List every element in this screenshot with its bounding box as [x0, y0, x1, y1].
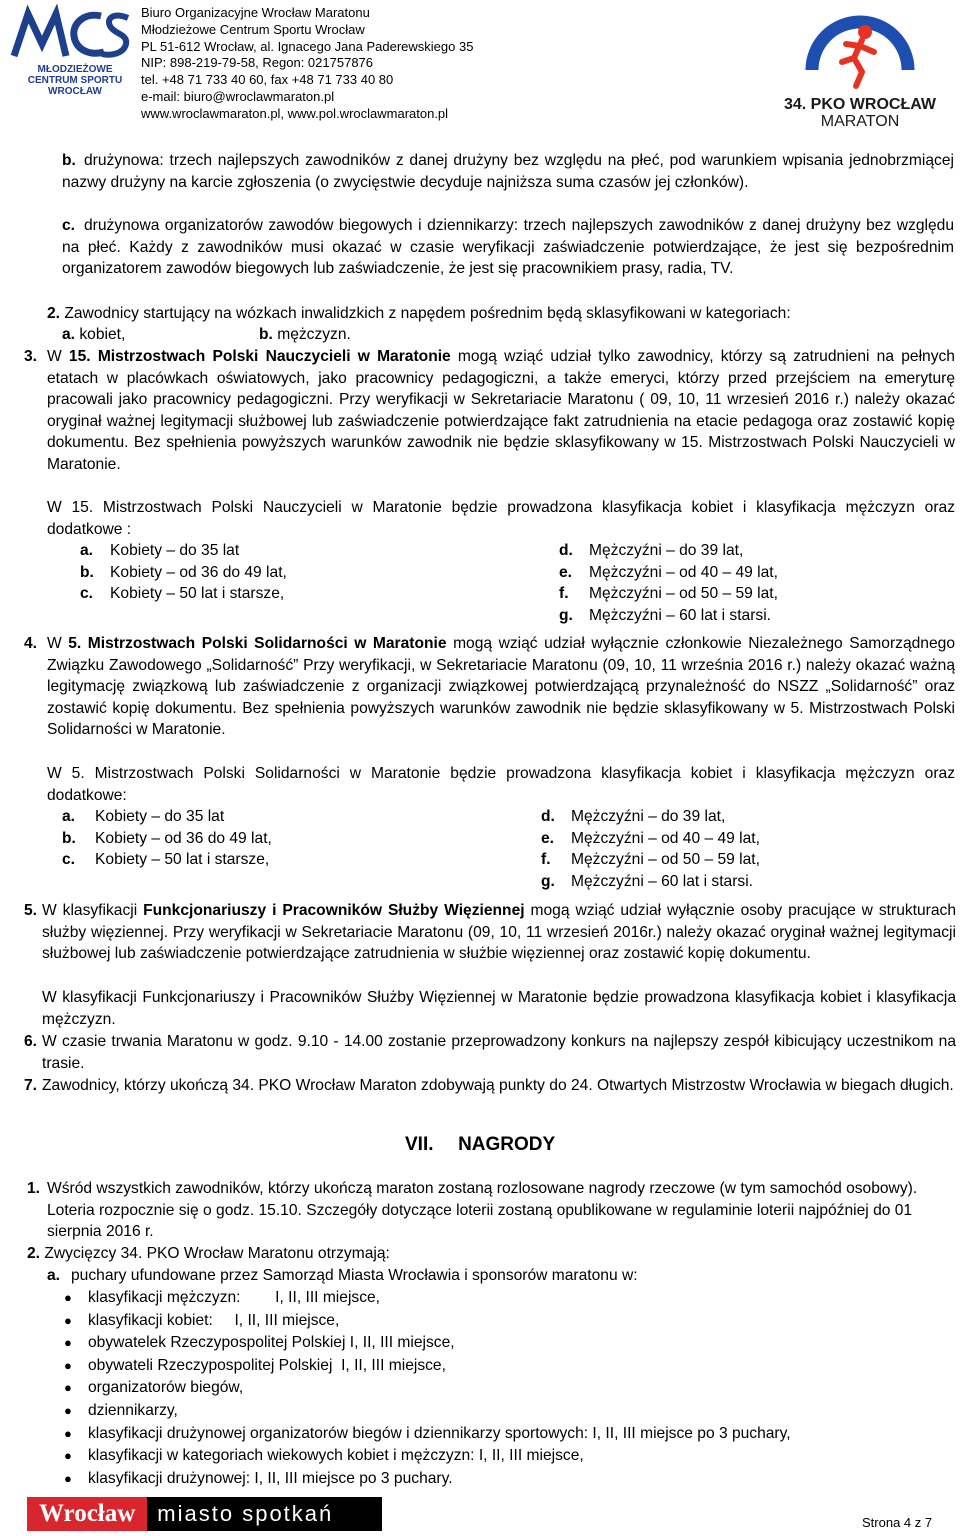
- list-item: g. Mężczyźni – 60 lat i starsi.: [559, 606, 771, 624]
- item-5-prison-service: W klasyfikacji Funkcjonariuszy i Pracowników Służby Więziennej mogą wziąć udział wyłącznie osoby pracujące w strukturach służby więziennej. Przy weryfikacji w Sekretariacie Maratonu (09, 10, 11 wrzesień 2016r.) należy okazać oryginał ważnej legitymacji służbowej lub zaświadczenie potwierdzające zatrudnienia w służbie więziennej oraz zostawić kopię dokumentu.: [42, 902, 956, 963]
- paragraph-text: drużynowa: trzech najlepszych zawodników z danej drużyny bez względu na płeć, pod warunkiem wpisania jednobrzmiącej nazwy drużyny na karcie zgłoszenia (o zwycięstwie decyduje najniższa suma czasów jej członków).: [62, 152, 954, 191]
- wroclaw-logo-slogan: miasto spotkań: [147, 1497, 382, 1531]
- solidarity-championship-name: Mistrzostwach Polski Solidarności w Maratonie: [87, 635, 447, 652]
- list-item: ● klasyfikacji drużynowej organizatorów biegów i dziennikarzy sportowych: I, II, III miejsce po 3 puchary,: [60, 1423, 950, 1446]
- section-heading-prizes: [405, 1133, 555, 1157]
- item-6-number: 6.: [24, 1033, 38, 1050]
- list-item: e. Mężczyźni – od 40 – 49 lat,: [559, 563, 778, 581]
- address-line: NIP: 898-219-79-58, Regon: 021757876: [141, 55, 374, 71]
- list-item: a. Kobiety – do 35 lat: [62, 808, 225, 825]
- mcs-logo: [6, 4, 132, 122]
- prize-1-number: 1.: [27, 1180, 41, 1197]
- list-item: ● organizatorów biegów,: [60, 1377, 950, 1400]
- mcs-logo-mark: [6, 4, 132, 64]
- page-number: Strona 4 z 7: [862, 1515, 933, 1530]
- list-item: ● dziennikarzy,: [60, 1400, 950, 1423]
- address-line: Młodzieżowe Centrum Sportu Wrocław: [141, 21, 365, 37]
- solidarity-men-categories: [541, 806, 760, 892]
- list-item: e. Mężczyźni – od 40 – 49 lat,: [541, 829, 760, 847]
- address-line: www.wroclawmaraton.pl, www.pol.wroclawmaraton.pl: [141, 105, 449, 121]
- section-title: NAGRODY: [458, 1134, 556, 1155]
- item-3-teachers: W 15. Mistrzostwach Polski Nauczycieli w Maratonie mogą wziąć udział tylko zawodnicy, którzy są zatrudnieni na pełnych etatach w placówkach oświatowych, jako pracownicy pedagogiczni, a także emeryci, którzy przed przejściem na emeryturę pracowali jako pracownicy pedagogiczni. Przy weryfikacji w Sekretariacie Maratonu ( 09, 10, 11 wrzesień 2016 r.) należy okazać oryginał ważnej legitymacji służbowej lub zaświadczenie potwierdzające fakt zatrudnienia na etacie pedagoga oraz zostawić kopię dokumentu. Bez spełnienia powyższych warunków zawodnik nie będzie sklasyfikowany w 15. Mistrzostwach Polski Nauczycieli w Maratonie.: [47, 348, 955, 473]
- prize-1-lottery: Wśród wszystkich zawodników, którzy ukończą maraton zostaną rozlosowane nagrody rzeczowe (w tym samochód osobowy). Loteria rozpocznie się o godz. 15.10. Szczegóły dotyczące loterii zostaną opublikowane w regulaminie loterii najpóźniej do 01 sierpnia 2016 r.: [47, 1180, 918, 1241]
- item-3-number: 3.: [24, 348, 38, 365]
- item-4-categories-intro: W 5. Mistrzostwach Polski Solidarności w Maratonie będzie prowadzona klasyfikacja kobiet i klasyfikacja mężczyzn oraz dodatkowe:: [47, 765, 955, 804]
- address-line: PL 51-612 Wrocław, al. Ignacego Jana Paderewskiego 35: [141, 38, 474, 54]
- list-item: b. Kobiety – od 36 do 49 lat,: [62, 829, 272, 847]
- list-item: ● obywatelek Rzeczypospolitej Polskiej I, II, III miejsce,: [60, 1332, 950, 1355]
- cups-list: [60, 1287, 950, 1490]
- organizer-address: [141, 5, 473, 123]
- item-2-category-a: a. kobiet,: [62, 326, 126, 343]
- list-item: d. Mężczyźni – do 39 lat,: [559, 542, 744, 559]
- list-item: d. Mężczyźni – do 39 lat,: [541, 808, 726, 825]
- list-item: ● klasyfikacji drużynowej: I, II, III miejsce po 3 puchary.: [60, 1468, 950, 1491]
- solidarity-women-categories: [62, 806, 272, 871]
- list-item: f. Mężczyźni – od 50 – 59 lat,: [559, 585, 778, 603]
- prize-2: 2. Zwycięzcy 34. PKO Wrocław Maratonu otrzymają:: [27, 1245, 390, 1262]
- list-item: b. Kobiety – od 36 do 49 lat,: [80, 563, 287, 581]
- prize-2-cups: a. puchary ufundowane przez Samorząd Miasta Wrocławia i sponsorów maratonu w:: [47, 1267, 638, 1284]
- paragraph-text: drużynowa organizatorów zawodów biegowych i dziennikarzy: trzech najlepszych zawodników z danej drużyny bez względu na płeć. Każdy z zawodników musi okazać w czasie weryfikacji zaświadczenie potwierdzające, że jest się bezpośrednim organizatorem zawodów biegowych lub zaświadczenie, że jest się pracownikiem prasy, radia, TV.: [62, 217, 954, 278]
- item-2: 2. Zawodnicy startujący na wózkach inwalidzkich z napędem pośrednim będą sklasyfikowani w kategoriach:: [47, 305, 791, 322]
- address-line: e-mail: biuro@wroclawmaraton.pl: [141, 88, 335, 104]
- letterhead: [0, 0, 960, 135]
- prison-service-classification-name: Funkcjonariuszy i Pracowników Służby Więziennej: [143, 902, 525, 919]
- teachers-championship-name: Mistrzostwach Polski Nauczycieli w Maratonie: [97, 348, 451, 365]
- item-3-categories-intro: W 15. Mistrzostwach Polski Nauczycieli w Maratonie będzie prowadzona klasyfikacja kobiet i klasyfikacja mężczyzn oraz dodatkowe :: [47, 499, 955, 538]
- list-item: a. Kobiety – do 35 lat: [80, 542, 240, 559]
- list-item: ● obywateli Rzeczypospolitej Polskiej I, II, III miejsce,: [60, 1355, 950, 1378]
- item-5-classification-note: W klasyfikacji Funkcjonariuszy i Pracowników Służby Więziennej w Maratonie będzie prowadzona klasyfikacja kobiet i klasyfikacja mężczyzn.: [42, 989, 956, 1028]
- item-7-number: 7.: [24, 1077, 38, 1094]
- item-5-number: 5.: [24, 902, 38, 919]
- list-item: ● klasyfikacji kobiet: I, II, III miejsce,: [60, 1310, 950, 1333]
- mcs-logo-subtitle: MŁODZIEŻOWE CENTRUM SPORTU WROCŁAW: [27, 64, 123, 97]
- list-item: f. Mężczyźni – od 50 – 59 lat,: [541, 851, 760, 869]
- wroclaw-city-logo: [27, 1497, 382, 1531]
- paragraph-text: Zawodnicy startujący na wózkach inwalidzkich z napędem pośrednim będą sklasyfikowani w kategoriach:: [64, 305, 791, 322]
- teachers-women-categories: [80, 540, 287, 605]
- section-number: VII.: [405, 1134, 434, 1155]
- item-2-category-b: b. mężczyzn.: [259, 326, 351, 343]
- list-item: ● klasyfikacji mężczyzn: I, II, III miejsce,: [60, 1287, 950, 1310]
- list-item: g. Mężczyźni – 60 lat i starsi.: [541, 872, 753, 890]
- wroclaw-logo-red: Wrocław: [27, 1497, 147, 1531]
- item-6-supporters-contest: W czasie trwania Maratonu w godz. 9.10 - 14.00 zostanie przeprowadzony konkurs na najlepszy zespół kibicujący uczestnikom na trasie.: [42, 1033, 956, 1072]
- address-line: tel. +48 71 733 40 60, fax +48 71 733 40 80: [141, 72, 394, 88]
- list-item: c. Kobiety – 50 lat i starsze,: [80, 585, 285, 603]
- list-item: ● klasyfikacji w kategoriach wiekowych kobiet i mężczyzn: I, II, III miejsce,: [60, 1445, 950, 1468]
- item-7-points: Zawodnicy, którzy ukończą 34. PKO Wrocław Maraton zdobywają punkty do 24. Otwartych Mistrzostw Wrocławia w biegach długich.: [42, 1077, 954, 1094]
- address-line: Biuro Organizacyjne Wrocław Maratonu: [141, 5, 370, 20]
- teachers-men-categories: [559, 540, 778, 626]
- pko-logo-subtitle: MARATON: [820, 113, 900, 130]
- list-item: c. Kobiety – 50 lat i starsze,: [62, 851, 270, 869]
- item-4-number: 4.: [24, 635, 38, 652]
- pko-logo-title: 34. PKO WROCŁAW: [783, 96, 936, 113]
- item-4-solidarity: W 5. Mistrzostwach Polski Solidarności w Maratonie mogą wziąć udział wyłącznie członkowie Niezależnego Samorządnego Związku Zawodowego „Solidarność” Przy weryfikacji, w Sekretariacie Maratonu (09, 10, 11 września 2016 r.) należy okazać ważną legitymację związkową lub zaświadczenie z organizacji związkowej potwierdzającą przynależność do NSZZ „Solidarność” oraz zostawić kopię dokumentu. Bez spełnienia powyższych warunków zawodnik nie będzie sklasyfikowany w 5. Mistrzostwach Polski Solidarności w Maratonie.: [47, 635, 955, 739]
- runner-icon: [770, 10, 950, 94]
- pko-maraton-logo: [770, 10, 950, 132]
